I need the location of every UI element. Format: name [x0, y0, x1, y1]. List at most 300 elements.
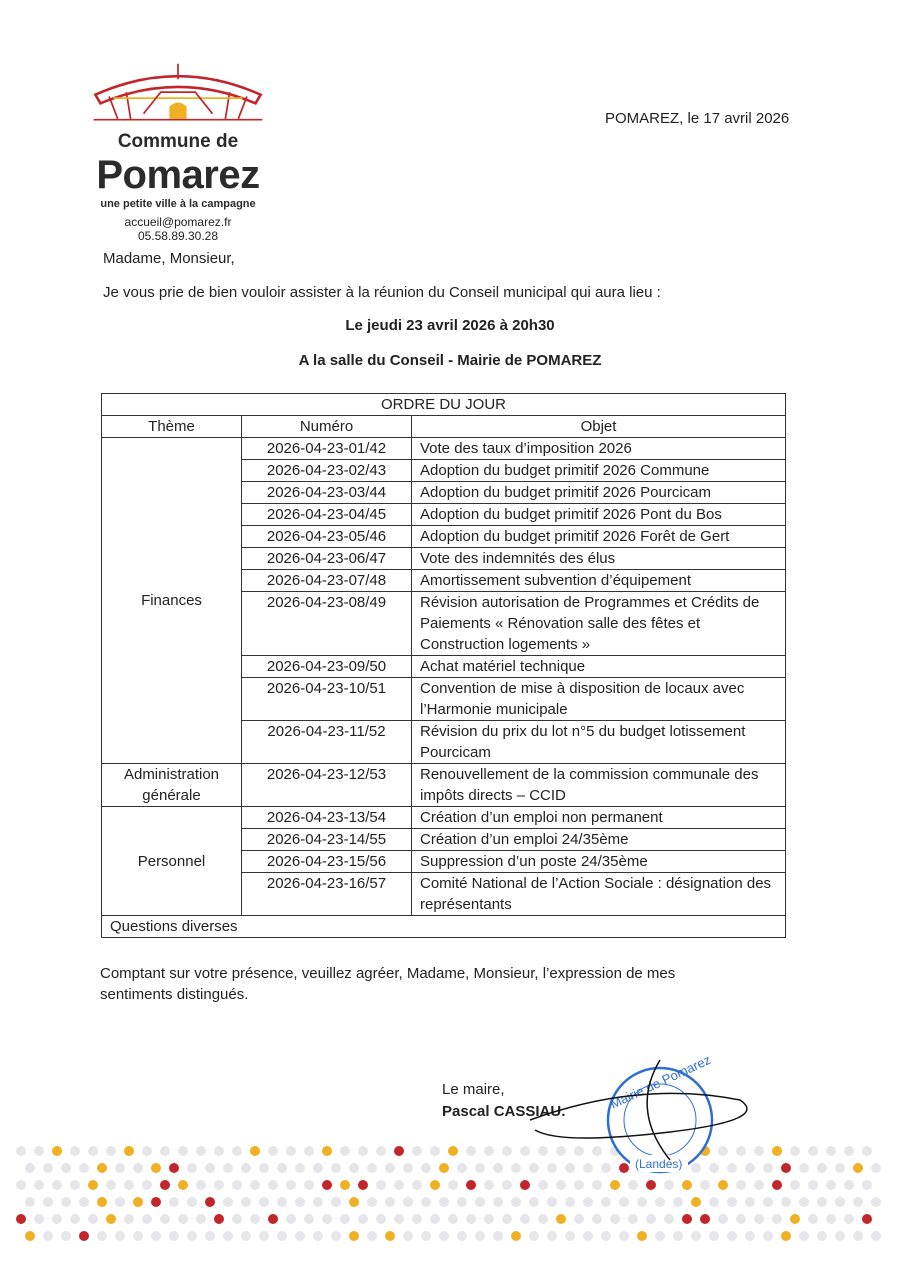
- decorative-dot: [277, 1197, 287, 1207]
- decorative-dot: [187, 1163, 197, 1173]
- decorative-dot: [511, 1197, 521, 1207]
- agenda-object: Vote des indemnités des élus: [412, 548, 786, 570]
- decorative-dot: [88, 1180, 98, 1190]
- decorative-dot: [754, 1180, 764, 1190]
- decorative-dot: [484, 1214, 494, 1224]
- decorative-dot: [700, 1214, 710, 1224]
- agenda-table: [101, 393, 786, 938]
- decorative-dot: [376, 1214, 386, 1224]
- decorative-dot: [340, 1146, 350, 1156]
- column-header: Objet: [412, 416, 786, 438]
- decorative-dot: [439, 1231, 449, 1241]
- decorative-dot: [475, 1231, 485, 1241]
- agenda-object: Suppression d’un poste 24/35ème: [412, 851, 786, 873]
- decorative-dot: [205, 1231, 215, 1241]
- meeting-date: Le jeudi 23 avril 2026 à 20h30: [345, 317, 555, 334]
- decorative-dot: [124, 1180, 134, 1190]
- decorative-dot: [268, 1146, 278, 1156]
- decorative-dot: [862, 1214, 872, 1224]
- decorative-dot: [259, 1197, 269, 1207]
- decorative-dot: [34, 1180, 44, 1190]
- decorative-dot: [457, 1197, 467, 1207]
- decorative-dot: [619, 1197, 629, 1207]
- decorative-dot: [214, 1180, 224, 1190]
- decorative-dot: [340, 1180, 350, 1190]
- decorative-dot: [358, 1180, 368, 1190]
- decorative-dot: [664, 1214, 674, 1224]
- decorative-dot: [817, 1163, 827, 1173]
- decorative-dot: [610, 1180, 620, 1190]
- decorative-dot: [763, 1163, 773, 1173]
- decorative-dot: [151, 1163, 161, 1173]
- decorative-dot: [556, 1214, 566, 1224]
- decorative-dot: [25, 1197, 35, 1207]
- decorative-dot: [808, 1146, 818, 1156]
- decorative-dot: [700, 1180, 710, 1190]
- decorative-dot: [241, 1197, 251, 1207]
- decorative-dot: [52, 1214, 62, 1224]
- agenda-number: 2026-04-23-02/43: [242, 460, 412, 482]
- decorative-dot: [196, 1180, 206, 1190]
- decorative-dot: [295, 1163, 305, 1173]
- decorative-dot: [88, 1146, 98, 1156]
- decorative-dot: [322, 1180, 332, 1190]
- decorative-dot: [34, 1214, 44, 1224]
- decorative-dot: [223, 1231, 233, 1241]
- decorative-dot: [25, 1163, 35, 1173]
- decorative-dot: [817, 1231, 827, 1241]
- decorative-dot: [799, 1197, 809, 1207]
- decorative-dot: [403, 1197, 413, 1207]
- decorative-dot: [106, 1180, 116, 1190]
- theme-cell: Personnel: [102, 807, 242, 916]
- agenda-row: [102, 764, 786, 807]
- agenda-number: 2026-04-23-05/46: [242, 526, 412, 548]
- decorative-dot: [16, 1146, 26, 1156]
- decorative-dot: [781, 1231, 791, 1241]
- decorative-dot: [826, 1180, 836, 1190]
- decorative-dot: [871, 1231, 881, 1241]
- agenda-number: 2026-04-23-16/57: [242, 873, 412, 916]
- decorative-dot: [385, 1231, 395, 1241]
- decorative-dot: [97, 1231, 107, 1241]
- decorative-dot: [493, 1231, 503, 1241]
- decorative-dot: [448, 1214, 458, 1224]
- agenda-object: Amortissement subvention d’équipement: [412, 570, 786, 592]
- decorative-dot: [808, 1180, 818, 1190]
- decorative-dot: [358, 1214, 368, 1224]
- decorative-dot: [673, 1231, 683, 1241]
- agenda-number: 2026-04-23-09/50: [242, 656, 412, 678]
- decorative-dot: [772, 1146, 782, 1156]
- agenda-object: Adoption du budget primitif 2026 Commune: [412, 460, 786, 482]
- decorative-dot: [196, 1146, 206, 1156]
- decorative-dot: [349, 1197, 359, 1207]
- decorative-dot: [412, 1146, 422, 1156]
- decorative-dot: [520, 1180, 530, 1190]
- email[interactable]: accueil@pomarez.fr: [124, 215, 232, 229]
- decorative-dot: [457, 1163, 467, 1173]
- decorative-dot: [745, 1197, 755, 1207]
- agenda-header-row: [102, 416, 786, 438]
- decorative-dot: [142, 1146, 152, 1156]
- decorative-dot: [88, 1214, 98, 1224]
- signer-title: Le maire,: [442, 1081, 505, 1098]
- decorative-dot: [844, 1146, 854, 1156]
- decorative-dot: [682, 1214, 692, 1224]
- decorative-dot: [421, 1231, 431, 1241]
- decorative-dot: [556, 1180, 566, 1190]
- decorative-dot: [142, 1214, 152, 1224]
- decorative-dot: [637, 1197, 647, 1207]
- decorative-dot: [628, 1214, 638, 1224]
- decorative-dot: [583, 1231, 593, 1241]
- decorative-dot: [574, 1180, 584, 1190]
- decorative-dot: [736, 1180, 746, 1190]
- decorative-dot: [727, 1197, 737, 1207]
- agenda-number: 2026-04-23-12/53: [242, 764, 412, 807]
- decorative-dot: [862, 1146, 872, 1156]
- decorative-dot: [160, 1214, 170, 1224]
- stamp-signature-icon: [520, 1050, 760, 1180]
- decorative-dot: [160, 1146, 170, 1156]
- decorative-dot: [331, 1197, 341, 1207]
- agenda-row: [102, 438, 786, 460]
- decorative-dot: [322, 1146, 332, 1156]
- decorative-dot: [493, 1197, 503, 1207]
- decorative-dot: [475, 1197, 485, 1207]
- decorative-dot: [313, 1231, 323, 1241]
- decorative-dot: [673, 1197, 683, 1207]
- decorative-dot: [313, 1197, 323, 1207]
- decorative-dot: [529, 1197, 539, 1207]
- decorative-dot: [214, 1214, 224, 1224]
- decorative-dot: [502, 1180, 512, 1190]
- decorative-dot: [52, 1180, 62, 1190]
- decorative-dot: [655, 1231, 665, 1241]
- decorative-dot: [457, 1231, 467, 1241]
- decorative-dot: [331, 1163, 341, 1173]
- decorative-dot: [115, 1197, 125, 1207]
- decorative-dot: [466, 1214, 476, 1224]
- salutation: Madame, Monsieur,: [103, 250, 235, 267]
- decorative-dot: [322, 1214, 332, 1224]
- decorative-dot: [403, 1163, 413, 1173]
- agenda-object: Adoption du budget primitif 2026 Pont du Bos: [412, 504, 786, 526]
- decorative-dot: [205, 1197, 215, 1207]
- column-header: Numéro: [242, 416, 412, 438]
- arena-logo-icon: [78, 62, 278, 124]
- decorative-dot: [97, 1197, 107, 1207]
- agenda-title: ORDRE DU JOUR: [102, 394, 786, 416]
- decorative-dot: [745, 1231, 755, 1241]
- decorative-dot: [61, 1163, 71, 1173]
- decorative-dot: [763, 1231, 773, 1241]
- decorative-dot: [781, 1163, 791, 1173]
- decorative-dot: [277, 1163, 287, 1173]
- decorative-dot: [376, 1146, 386, 1156]
- decorative-dot: [214, 1146, 224, 1156]
- decorative-dot: [268, 1214, 278, 1224]
- logo-line2: Pomarez: [96, 153, 260, 197]
- decorative-dot: [106, 1214, 116, 1224]
- decorative-dot: [691, 1197, 701, 1207]
- decorative-dot: [124, 1214, 134, 1224]
- decorative-dot: [178, 1214, 188, 1224]
- decorative-dot: [790, 1214, 800, 1224]
- decorative-dot: [430, 1146, 440, 1156]
- decorative-dot: [619, 1231, 629, 1241]
- agenda-object: Convention de mise à disposition de locaux avec l’Harmonie municipale: [412, 678, 786, 721]
- decorative-dot: [115, 1163, 125, 1173]
- agenda-object: Adoption du budget primitif 2026 Pourcicam: [412, 482, 786, 504]
- decorative-dot: [367, 1231, 377, 1241]
- column-header: Thème: [102, 416, 242, 438]
- decorative-dot: [79, 1197, 89, 1207]
- decorative-dot: [223, 1163, 233, 1173]
- decorative-dot: [502, 1214, 512, 1224]
- decorative-dot: [367, 1163, 377, 1173]
- decorative-dot: [466, 1146, 476, 1156]
- logo-tagline: une petite ville à la campagne: [100, 198, 256, 210]
- decorative-dot: [34, 1146, 44, 1156]
- decorative-dot: [529, 1231, 539, 1241]
- decorative-dot: [799, 1163, 809, 1173]
- decorative-dot: [241, 1231, 251, 1241]
- decorative-dot: [439, 1197, 449, 1207]
- decorative-dot: [601, 1197, 611, 1207]
- agenda-number: 2026-04-23-11/52: [242, 721, 412, 764]
- decorative-dot: [106, 1146, 116, 1156]
- decorative-dot: [232, 1214, 242, 1224]
- decorative-dot: [475, 1163, 485, 1173]
- decorative-dot: [466, 1180, 476, 1190]
- commune-logo: [78, 62, 278, 243]
- decorative-dot: [844, 1180, 854, 1190]
- decorative-dot: [178, 1180, 188, 1190]
- decorative-dot: [421, 1197, 431, 1207]
- agenda-object: Révision autorisation de Programmes et Crédits de Paiements « Rénovation salle des fêtes et Construction logements »: [412, 592, 786, 656]
- decorative-dot: [763, 1197, 773, 1207]
- agenda-object: Achat matériel technique: [412, 656, 786, 678]
- decorative-dot: [250, 1180, 260, 1190]
- decorative-dot: [799, 1231, 809, 1241]
- decorative-dot: [826, 1214, 836, 1224]
- decorative-dot: [196, 1214, 206, 1224]
- agenda-footer-row: [102, 916, 786, 938]
- decorative-dot: [61, 1197, 71, 1207]
- decorative-dot: [349, 1231, 359, 1241]
- decorative-dot: [790, 1180, 800, 1190]
- decorative-dot: [628, 1180, 638, 1190]
- decorative-dot: [736, 1214, 746, 1224]
- agenda-number: 2026-04-23-14/55: [242, 829, 412, 851]
- place-date: POMAREZ, le 17 avril 2026: [605, 110, 790, 127]
- agenda-object: Révision du prix du lot n°5 du budget lotissement Pourcicam: [412, 721, 786, 764]
- decorative-dot: [340, 1214, 350, 1224]
- decorative-dot: [241, 1163, 251, 1173]
- decorative-dot: [664, 1180, 674, 1190]
- decorative-dot: [871, 1163, 881, 1173]
- decorative-dot: [565, 1197, 575, 1207]
- decorative-dot: [133, 1163, 143, 1173]
- decorative-dot: [52, 1146, 62, 1156]
- decorative-dot: [70, 1214, 80, 1224]
- questions-diverses: Questions diverses: [102, 916, 786, 938]
- decorative-dot: [484, 1180, 494, 1190]
- agenda-section: [101, 393, 786, 1005]
- agenda-object: Vote des taux d’imposition 2026: [412, 438, 786, 460]
- agenda-title-row: [102, 394, 786, 416]
- decorative-dot: [430, 1180, 440, 1190]
- decorative-dot: [844, 1214, 854, 1224]
- decorative-dot: [709, 1197, 719, 1207]
- decorative-dot: [394, 1146, 404, 1156]
- decorative-dot: [259, 1163, 269, 1173]
- decorative-dot: [412, 1180, 422, 1190]
- agenda-number: 2026-04-23-08/49: [242, 592, 412, 656]
- decorative-dot: [43, 1231, 53, 1241]
- decorative-dot: [43, 1163, 53, 1173]
- decorative-dot: [187, 1197, 197, 1207]
- decorative-dot: [304, 1146, 314, 1156]
- decorative-dot: [124, 1146, 134, 1156]
- decorative-dot: [259, 1231, 269, 1241]
- theme-cell: Administration générale: [102, 764, 242, 807]
- decorative-dot: [538, 1214, 548, 1224]
- decorative-dot: [295, 1197, 305, 1207]
- decorative-dot: [772, 1180, 782, 1190]
- decorative-dot: [223, 1197, 233, 1207]
- decorative-dot: [349, 1163, 359, 1173]
- svg-text:(Landes): (Landes): [635, 1157, 683, 1171]
- decorative-dot: [403, 1231, 413, 1241]
- decorative-dot: [493, 1163, 503, 1173]
- decorative-dot: [817, 1197, 827, 1207]
- decorative-dot: [70, 1180, 80, 1190]
- decorative-dot: [232, 1146, 242, 1156]
- decorative-dot: [853, 1163, 863, 1173]
- agenda-object: Renouvellement de la commission communale des impôts directs – CCID: [412, 764, 786, 807]
- decorative-dot: [358, 1146, 368, 1156]
- decorative-dot: [583, 1197, 593, 1207]
- logo-line1: Commune de: [117, 131, 239, 152]
- decorative-dot: [277, 1231, 287, 1241]
- decorative-dot: [637, 1231, 647, 1241]
- decorative-dot: [547, 1197, 557, 1207]
- decorative-dot: [592, 1180, 602, 1190]
- decorative-dot: [646, 1214, 656, 1224]
- decorative-dot: [331, 1231, 341, 1241]
- decorative-dot: [16, 1214, 26, 1224]
- decorative-dot: [367, 1197, 377, 1207]
- decorative-dot: [727, 1231, 737, 1241]
- decorative-dot: [97, 1163, 107, 1173]
- decorative-dot: [151, 1197, 161, 1207]
- decorative-dot: [142, 1180, 152, 1190]
- agenda-number: 2026-04-23-15/56: [242, 851, 412, 873]
- decorative-dot: [592, 1214, 602, 1224]
- decorative-dot: [313, 1163, 323, 1173]
- decorative-dot: [439, 1163, 449, 1173]
- decorative-dot: [16, 1180, 26, 1190]
- decorative-dot: [250, 1214, 260, 1224]
- intro-text: Je vous prie de bien vouloir assister à la réunion du Conseil municipal qui aura lieu :: [103, 284, 661, 301]
- decorative-dot: [448, 1146, 458, 1156]
- decorative-dot: [835, 1163, 845, 1173]
- agenda-number: 2026-04-23-04/45: [242, 504, 412, 526]
- meeting-location: A la salle du Conseil - Mairie de POMAREZ: [298, 352, 602, 369]
- decorative-dot: [160, 1180, 170, 1190]
- decorative-dot: [538, 1180, 548, 1190]
- decorative-dot: [754, 1214, 764, 1224]
- decorative-dot: [304, 1180, 314, 1190]
- closing-text: Comptant sur votre présence, veuillez agréer, Madame, Monsieur, l’expression de mes sentiments distingués.: [100, 965, 676, 1003]
- decorative-dot: [781, 1197, 791, 1207]
- decorative-dot: [295, 1231, 305, 1241]
- decorative-dot: [808, 1214, 818, 1224]
- decorative-dot: [448, 1180, 458, 1190]
- decorative-dot: [718, 1214, 728, 1224]
- decorative-dot: [691, 1231, 701, 1241]
- decorative-dot: [385, 1197, 395, 1207]
- decorative-dot: [709, 1231, 719, 1241]
- decorative-dot: [385, 1163, 395, 1173]
- agenda-number: 2026-04-23-07/48: [242, 570, 412, 592]
- decorative-dot: [205, 1163, 215, 1173]
- decorative-dot: [574, 1214, 584, 1224]
- decorative-dot: [286, 1146, 296, 1156]
- decorative-dot: [304, 1214, 314, 1224]
- decorative-dot: [70, 1146, 80, 1156]
- agenda-number: 2026-04-23-13/54: [242, 807, 412, 829]
- decorative-dot: [412, 1214, 422, 1224]
- decorative-dot: [565, 1231, 575, 1241]
- decorative-dot: [286, 1214, 296, 1224]
- decorative-dot: [250, 1146, 260, 1156]
- decorative-dot: [826, 1146, 836, 1156]
- agenda-object: Comité National de l’Action Sociale : désignation des représentants: [412, 873, 786, 916]
- decorative-dot: [772, 1214, 782, 1224]
- decorative-dot: [853, 1197, 863, 1207]
- decorative-dot: [484, 1146, 494, 1156]
- decorative-dot: [646, 1180, 656, 1190]
- signer-name: Pascal CASSIAU.: [442, 1103, 566, 1120]
- decorative-dot: [718, 1180, 728, 1190]
- decorative-dot: [601, 1231, 611, 1241]
- decorative-dot: [133, 1231, 143, 1241]
- decorative-dot: [421, 1163, 431, 1173]
- agenda-number: 2026-04-23-10/51: [242, 678, 412, 721]
- agenda-number: 2026-04-23-01/42: [242, 438, 412, 460]
- phone: 05.58.89.30.28: [137, 229, 219, 243]
- svg-text:Mairie de Pomarez: Mairie de Pomarez: [607, 1051, 714, 1112]
- decorative-dot: [187, 1231, 197, 1241]
- decorative-dot: [79, 1231, 89, 1241]
- decorative-dot: [151, 1231, 161, 1241]
- decorative-dot: [232, 1180, 242, 1190]
- decorative-dot: [547, 1231, 557, 1241]
- decorative-dot: [61, 1231, 71, 1241]
- decorative-dot: [871, 1197, 881, 1207]
- agenda-object: Création d’un emploi non permanent: [412, 807, 786, 829]
- decorative-dot: [178, 1146, 188, 1156]
- decorative-dot: [268, 1180, 278, 1190]
- decorative-dot: [610, 1214, 620, 1224]
- decorative-dot: [430, 1214, 440, 1224]
- decorative-dot: [862, 1180, 872, 1190]
- decorative-dot: [169, 1197, 179, 1207]
